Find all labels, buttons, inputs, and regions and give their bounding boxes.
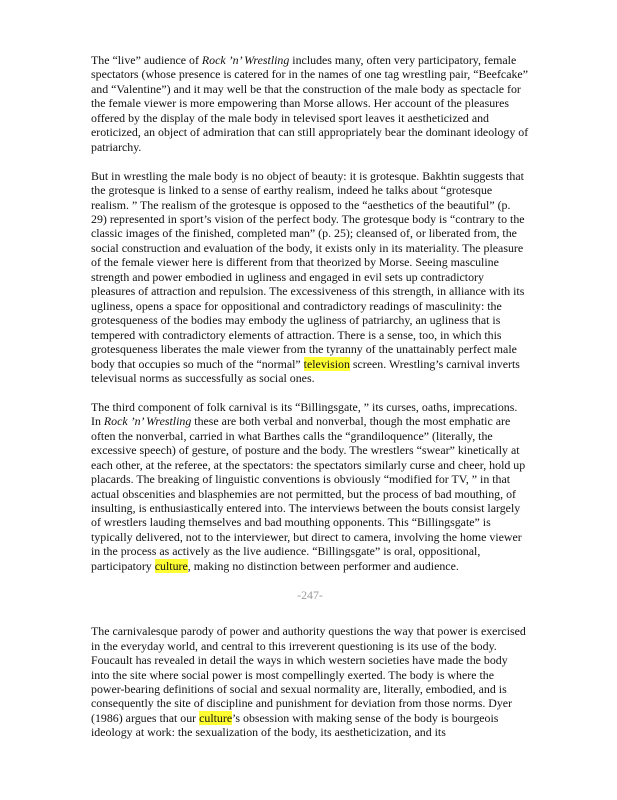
text-run: screen. Wrestling’s carnival inverts televisual norms as successfully as social ones. — [91, 356, 520, 385]
text-run: The third component of folk carnival is its “Billingsgate, ” its curses, oaths, imprecations. In — [91, 399, 518, 429]
page-number: -247- — [297, 587, 323, 602]
document-page — [91, 53, 529, 740]
paragraph-4 — [91, 624, 529, 740]
search-highlight: culture — [199, 710, 233, 725]
text-run: But in wrestling the male body is no object of beauty: it is grotesque. Bakhtin suggests that the grotesque is linked to a sense of earthy realism, indeed he talks about “grotesque realism. ” The realism of the grotesque is opposed to the “aesthetics of the beautiful” (p. 29) represented in sport’s vision of the perfect body. The grotesque body is “contrary to the classic images of the finished, completed man” (p. 25); cleansed of, or liberated from, the social construction and evaluation of the body, it exists only in its materiality. The pleasure of the female viewer here is different from that theorized by Morse. Seeing masculine strength and power embodied in ugliness and engaged in evil sets up contradictory pleasures of attraction and repulsion. The excessiveness of this strength, in alliance with its ugliness, opens a space for oppositional and contradictory readings of masculinity: the grotesqueness of the bodies may embody the ugliness of patriarchy, an ugliness that is tempered with contradictory elements of attraction. There is a sense, too, in which this grotesqueness liberates the male viewer from the tyranny of the unattainably perfect male body that occupies so much of the “normal” — [91, 168, 525, 371]
search-highlight: television — [303, 356, 350, 371]
paragraph-3 — [91, 400, 529, 573]
text-run: includes many, often very participatory, female spectators (whose presence is catered for in the names of one tag wrestling pair, “Beefcake” and “Valentine”) and it may well be that the construction of the male body as spectacle for the female viewer is more empowering than Morse allows. Her account of the pleasures offered by the display of the male body in televised sport leaves it aestheticized and eroticized, an object of admiration that can still appropriately bear the dominant ideology of patriarchy. — [91, 53, 529, 154]
text-run: ’s obsession with making sense of the body is bourgeois ideology at work: the sexualization of the body, its aestheticization, and its — [91, 710, 499, 740]
work-title: Rock ’n’ Wrestling — [103, 414, 192, 429]
paragraph-1 — [91, 53, 529, 154]
search-highlight: culture — [154, 558, 188, 573]
text-run: The carnivalesque parody of power and authority questions the way that power is exercised in the everyday world, and central to this irreverent questioning is its use of the body. Foucault has revealed in detail the ways in which western societies have made the body into the site where social power is most compellingly exerted. The body is where the power-bearing definitions of social and sexual normality are, literally, embodied, and is consequently the site of discipline and punishment for deviation from those norms. Dyer (1986) argues that our — [91, 624, 526, 725]
work-title: Rock ’n’ Wrestling — [201, 53, 290, 67]
text-run: these are both verbal and nonverbal, though the most emphatic are often the nonverbal, carried in what Barthes calls the “grandiloquence” (literally, the excessive speech) of gesture, of posture and the body. The wrestlers “swear” kinetically at each other, at the referee, at the spectators: the spectators similarly curse and cheer, hold up placards. The breaking of linguistic conventions is obviously “modified for TV, ” in that actual obscenities and blasphemies are not permitted, but the process of bad mouthing, of insulting, is enthusiastically entered into. The interviews between the bouts consist largely of wrestlers lauding themselves and bad mouthing opponents. This “Billingsgate” is typically delivered, not to the interviewer, but direct to camera, involving the home viewer in the process as actively as the live audience. “Billingsgate” is oral, oppositional, participatory — [91, 414, 526, 573]
text-run: The “live” audience of — [91, 53, 202, 67]
text-run: , making no distinction between performer and audience. — [187, 558, 459, 573]
paragraph-2 — [91, 169, 529, 386]
